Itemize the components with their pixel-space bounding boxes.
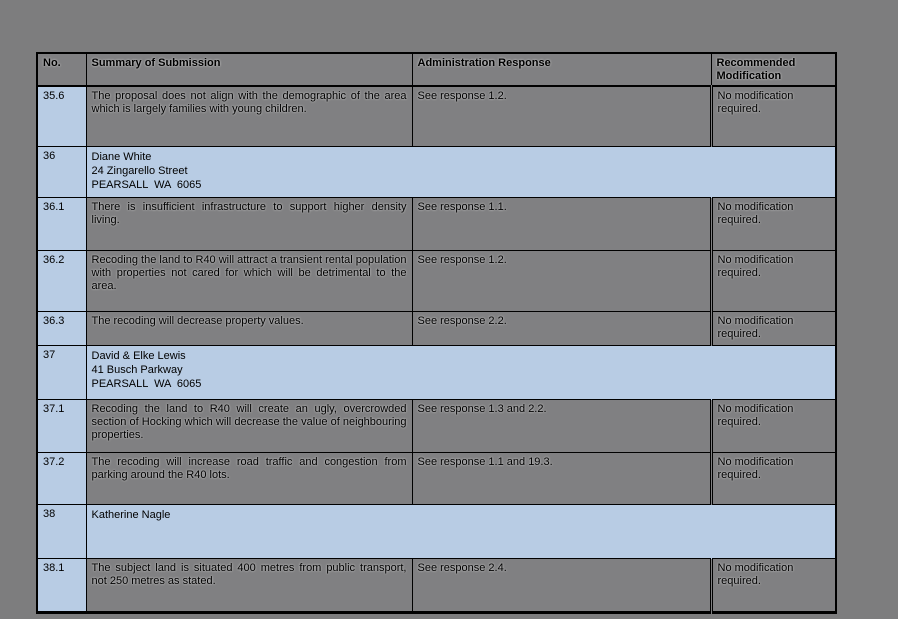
modification-cell: No modification required.	[711, 400, 836, 453]
summary-cell: Recoding the land to R40 will create an ugly, overcrowded section of Hocking which will decrease the value of neighbouring properties.	[86, 400, 412, 453]
response-cell: See response 2.4.	[412, 559, 711, 613]
row-number-cell: 37.2	[37, 453, 86, 505]
row-number-cell: 36.3	[37, 312, 86, 346]
submitter-row	[37, 505, 836, 559]
row-number-cell: 37	[37, 346, 86, 400]
modification-cell: No modification required.	[711, 198, 836, 251]
submitter-line: David & Elke Lewis	[91, 350, 186, 362]
modification-cell: No modification required.	[711, 312, 836, 346]
table-row	[37, 86, 836, 147]
row-number-cell: 36.1	[37, 198, 86, 251]
modification-cell: No modification required.	[711, 251, 836, 312]
submissions-table-body	[37, 86, 836, 613]
column-header-no: No.	[37, 53, 86, 86]
table-row	[37, 559, 836, 613]
submitter-row	[37, 147, 836, 198]
modification-cell: No modification required.	[711, 453, 836, 505]
submitter-details-cell	[86, 147, 836, 198]
submitter-details-cell	[86, 346, 836, 400]
row-number-cell: 36.2	[37, 251, 86, 312]
row-number-cell: 35.6	[37, 86, 86, 147]
table-row	[37, 400, 836, 453]
summary-cell: The subject land is situated 400 metres from public transport, not 250 metres as stated.	[86, 559, 412, 613]
response-cell: See response 1.2.	[412, 86, 711, 147]
row-number-cell: 38.1	[37, 559, 86, 613]
modification-cell: No modification required.	[711, 559, 836, 613]
summary-cell: Recoding the land to R40 will attract a transient rental population with properties not cared for which will be detrimental to the area.	[86, 251, 412, 312]
column-header-modification: Recommended Modification	[711, 53, 836, 86]
row-number-cell: 37.1	[37, 400, 86, 453]
submitter-line: Diane White	[91, 151, 152, 163]
response-cell: See response 2.2.	[412, 312, 711, 346]
response-cell: See response 1.1.	[412, 198, 711, 251]
column-header-summary: Summary of Submission	[86, 53, 412, 86]
submitter-line: PEARSALL WA 6065	[91, 378, 202, 390]
row-number-cell: 36	[37, 147, 86, 198]
submissions-table	[36, 52, 837, 614]
table-header	[37, 53, 836, 86]
submitter-row	[37, 346, 836, 400]
response-cell: See response 1.3 and 2.2.	[412, 400, 711, 453]
row-number-cell: 38	[37, 505, 86, 559]
modification-cell: No modification required.	[711, 86, 836, 147]
summary-cell: The recoding will decrease property values.	[86, 312, 412, 346]
summary-cell: There is insufficient infrastructure to support higher density living.	[86, 198, 412, 251]
summary-cell: The proposal does not align with the demographic of the area which is largely families with young children.	[86, 86, 412, 147]
column-header-response: Administration Response	[412, 53, 711, 86]
response-cell: See response 1.1 and 19.3.	[412, 453, 711, 505]
submitter-line: 24 Zingarello Street	[91, 165, 188, 177]
table-row	[37, 198, 836, 251]
header-row	[37, 53, 836, 86]
response-cell: See response 1.2.	[412, 251, 711, 312]
table-row	[37, 312, 836, 346]
table-row	[37, 251, 836, 312]
table-row	[37, 453, 836, 505]
submitter-line: Katherine Nagle	[91, 509, 171, 521]
submitter-details-cell	[86, 505, 836, 559]
submitter-line: PEARSALL WA 6065	[91, 179, 202, 191]
summary-cell: The recoding will increase road traffic and congestion from parking around the R40 lots.	[86, 453, 412, 505]
submitter-line: 41 Busch Parkway	[91, 364, 183, 376]
